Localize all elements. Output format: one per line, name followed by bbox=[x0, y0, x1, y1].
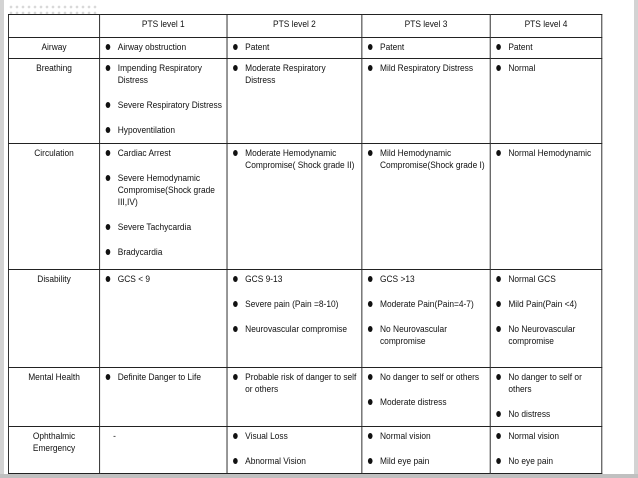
criteria-text: GCS >13 bbox=[380, 274, 415, 285]
criteria-text: Patent bbox=[380, 42, 405, 52]
criteria-item bbox=[494, 408, 597, 420]
row-label: Mental Health bbox=[8, 368, 99, 427]
bullet-icon bbox=[368, 301, 373, 307]
bullet-icon bbox=[106, 249, 111, 255]
bullet-icon bbox=[106, 44, 111, 50]
criteria-list bbox=[231, 430, 357, 467]
criteria-item bbox=[494, 273, 597, 285]
criteria-list bbox=[104, 41, 223, 53]
criteria-text: Moderate Hemodynamic Compromise( Shock grade II) bbox=[245, 147, 355, 170]
criteria-list bbox=[366, 147, 486, 171]
bullet-icon bbox=[368, 326, 373, 332]
header-row bbox=[8, 15, 601, 38]
bullet-icon bbox=[496, 374, 501, 380]
criteria-item bbox=[231, 323, 357, 335]
bullet-icon bbox=[368, 399, 373, 405]
bullet-icon bbox=[496, 65, 501, 71]
criteria-text: Severe Hemodynamic Compromise(Shock grade III,IV) bbox=[117, 172, 215, 207]
criteria-item bbox=[494, 62, 597, 74]
criteria-item bbox=[494, 371, 597, 395]
level-3-cell bbox=[362, 270, 490, 368]
row-label: Airway bbox=[8, 38, 99, 59]
criteria-item bbox=[366, 455, 486, 467]
level-4-cell bbox=[490, 59, 602, 144]
bullet-icon bbox=[233, 44, 238, 50]
criteria-text: Severe Tachycardia bbox=[117, 221, 192, 232]
criteria-item bbox=[494, 298, 597, 310]
criteria-list bbox=[231, 41, 357, 53]
criteria-list bbox=[494, 273, 597, 347]
criteria-item bbox=[366, 62, 486, 74]
criteria-list bbox=[366, 62, 486, 74]
level-3-cell bbox=[362, 143, 490, 269]
level-2-cell bbox=[227, 270, 362, 368]
criteria-text: No distress bbox=[508, 409, 551, 420]
criteria-item bbox=[104, 147, 223, 159]
criteria-text: Probable risk of danger to self or others bbox=[245, 372, 357, 395]
level-2-cell bbox=[227, 38, 362, 59]
criteria-text: Normal vision bbox=[508, 431, 560, 442]
criteria-list bbox=[494, 41, 597, 53]
level-3-cell bbox=[362, 59, 490, 144]
criteria-text: Normal vision bbox=[380, 431, 431, 442]
criteria-item bbox=[231, 147, 357, 171]
table-row bbox=[8, 270, 601, 368]
criteria-list bbox=[104, 273, 223, 285]
table-row bbox=[8, 368, 601, 427]
criteria-list bbox=[494, 371, 597, 420]
criteria-item bbox=[366, 396, 486, 408]
bullet-icon bbox=[368, 433, 373, 439]
table-row bbox=[8, 38, 601, 59]
criteria-text: Airway obstruction bbox=[117, 42, 187, 52]
criteria-item bbox=[231, 273, 357, 285]
criteria-item bbox=[104, 41, 223, 53]
criteria-item bbox=[104, 62, 223, 86]
criteria-item bbox=[231, 41, 357, 53]
bullet-icon bbox=[496, 301, 501, 307]
criteria-list bbox=[494, 147, 597, 159]
criteria-list bbox=[231, 147, 357, 171]
level-4-cell bbox=[490, 143, 602, 269]
criteria-text: Abnormal Vision bbox=[245, 456, 306, 467]
bullet-icon bbox=[233, 433, 238, 439]
bullet-icon bbox=[106, 175, 111, 181]
bullet-icon bbox=[106, 374, 111, 380]
level-4-cell bbox=[490, 38, 602, 59]
bullet-icon bbox=[368, 44, 373, 50]
criteria-text: Patent bbox=[245, 42, 270, 52]
level-4-cell bbox=[490, 368, 602, 427]
header-corner-cell bbox=[8, 15, 99, 38]
criteria-list bbox=[366, 273, 486, 347]
table-row bbox=[8, 143, 601, 269]
level-4-cell bbox=[490, 427, 602, 474]
table-row bbox=[8, 427, 601, 474]
criteria-item bbox=[366, 371, 486, 383]
criteria-list bbox=[494, 430, 597, 467]
empty-cell-dash: - bbox=[113, 431, 116, 442]
criteria-text: Mild Hemodynamic Compromise(Shock grade I) bbox=[380, 147, 485, 170]
table-row bbox=[8, 59, 601, 144]
criteria-text: Hypoventilation bbox=[117, 125, 175, 136]
criteria-text: Mild Pain(Pain <4) bbox=[508, 299, 577, 310]
criteria-text: No danger to self or others bbox=[380, 372, 480, 383]
bullet-icon bbox=[368, 374, 373, 380]
slide-bottom-border bbox=[0, 474, 638, 478]
level-2-cell bbox=[227, 143, 362, 269]
bullet-icon bbox=[496, 458, 501, 464]
bullet-icon bbox=[496, 326, 501, 332]
criteria-text: Normal bbox=[508, 63, 536, 74]
level-1-cell bbox=[100, 427, 227, 474]
bullet-icon bbox=[233, 276, 238, 282]
bullet-icon bbox=[368, 276, 373, 282]
criteria-item bbox=[494, 41, 597, 53]
bullet-icon bbox=[496, 276, 501, 282]
level-1-cell bbox=[100, 368, 227, 427]
criteria-text: GCS 9-13 bbox=[245, 274, 283, 285]
header-pts-level-4: PTS level 4 bbox=[490, 15, 602, 38]
criteria-list bbox=[104, 62, 223, 136]
criteria-list bbox=[494, 62, 597, 74]
row-label: Breathing bbox=[8, 59, 99, 144]
criteria-item bbox=[366, 298, 486, 310]
bullet-icon bbox=[496, 44, 501, 50]
criteria-text: No eye pain bbox=[508, 456, 554, 467]
criteria-text: Mild eye pain bbox=[380, 456, 430, 467]
criteria-item bbox=[231, 430, 357, 442]
criteria-list bbox=[231, 273, 357, 335]
criteria-item bbox=[104, 273, 223, 285]
criteria-list bbox=[366, 371, 486, 408]
bullet-icon bbox=[233, 374, 238, 380]
bullet-icon bbox=[368, 65, 373, 71]
criteria-text: No Neurovascular compromise bbox=[380, 324, 447, 347]
bullet-icon bbox=[233, 458, 238, 464]
criteria-text: No Neurovascular compromise bbox=[508, 324, 576, 347]
row-label: Ophthalmic Emergency bbox=[8, 427, 99, 474]
level-1-cell bbox=[100, 270, 227, 368]
criteria-text: Patent bbox=[508, 42, 533, 52]
bullet-icon bbox=[368, 150, 373, 156]
criteria-item bbox=[494, 147, 597, 159]
criteria-list bbox=[104, 147, 223, 258]
bullet-icon bbox=[496, 150, 501, 156]
criteria-text: Normal GCS bbox=[508, 274, 556, 285]
bullet-icon bbox=[233, 65, 238, 71]
level-2-cell bbox=[227, 59, 362, 144]
criteria-text: Severe Respiratory Distress bbox=[117, 100, 222, 111]
criteria-text: Moderate Respiratory Distress bbox=[245, 63, 326, 86]
criteria-text: Cardiac Arrest bbox=[117, 147, 171, 158]
criteria-text: Neurovascular compromise bbox=[245, 324, 348, 335]
criteria-text: GCS < 9 bbox=[117, 274, 151, 285]
criteria-item bbox=[231, 298, 357, 310]
criteria-item bbox=[494, 323, 597, 347]
level-3-cell bbox=[362, 368, 490, 427]
header-pts-level-1: PTS level 1 bbox=[100, 15, 227, 38]
criteria-item bbox=[494, 430, 597, 442]
criteria-item bbox=[104, 99, 223, 111]
level-1-cell bbox=[100, 38, 227, 59]
row-label: Disability bbox=[8, 270, 99, 368]
bullet-icon bbox=[106, 127, 111, 133]
bullet-icon bbox=[106, 150, 111, 156]
criteria-item bbox=[366, 430, 486, 442]
criteria-text: Moderate distress bbox=[380, 397, 447, 408]
slide-left-border bbox=[0, 0, 4, 478]
criteria-item bbox=[104, 246, 223, 258]
criteria-item bbox=[104, 124, 223, 136]
criteria-item bbox=[366, 323, 486, 347]
criteria-item bbox=[104, 371, 223, 383]
criteria-text: Bradycardia bbox=[117, 246, 163, 257]
criteria-list bbox=[231, 371, 357, 395]
level-1-cell bbox=[100, 143, 227, 269]
bullet-icon bbox=[233, 326, 238, 332]
criteria-text: Moderate Pain(Pain=4-7) bbox=[380, 299, 474, 310]
level-3-cell bbox=[362, 427, 490, 474]
criteria-item bbox=[366, 147, 486, 171]
criteria-text: Normal Hemodynamic bbox=[508, 147, 592, 158]
criteria-item bbox=[231, 455, 357, 467]
bullet-icon bbox=[106, 65, 111, 71]
level-2-cell bbox=[227, 427, 362, 474]
level-4-cell bbox=[490, 270, 602, 368]
criteria-list bbox=[104, 371, 223, 383]
criteria-item bbox=[104, 172, 223, 208]
bullet-icon bbox=[233, 301, 238, 307]
row-label: Circulation bbox=[8, 143, 99, 269]
bullet-icon bbox=[106, 102, 111, 108]
criteria-text: Impending Respiratory Distress bbox=[117, 63, 202, 86]
slide-right-border bbox=[634, 0, 638, 478]
bullet-icon bbox=[368, 458, 373, 464]
criteria-item bbox=[366, 41, 486, 53]
pts-triage-table bbox=[8, 14, 602, 474]
criteria-list bbox=[366, 430, 486, 467]
criteria-item bbox=[366, 273, 486, 285]
bullet-icon bbox=[106, 276, 111, 282]
criteria-item bbox=[231, 371, 357, 395]
bullet-icon bbox=[233, 150, 238, 156]
bullet-icon bbox=[496, 411, 501, 417]
criteria-text: No danger to self or others bbox=[508, 372, 582, 395]
header-pts-level-3: PTS level 3 bbox=[362, 15, 490, 38]
bullet-icon bbox=[106, 224, 111, 230]
criteria-item bbox=[104, 221, 223, 233]
criteria-text: Severe pain (Pain =8-10) bbox=[245, 299, 339, 310]
criteria-text: Mild Respiratory Distress bbox=[380, 63, 474, 74]
decorative-dot-pattern bbox=[8, 4, 98, 14]
criteria-item bbox=[231, 62, 357, 86]
criteria-list bbox=[366, 41, 486, 53]
level-3-cell bbox=[362, 38, 490, 59]
bullet-icon bbox=[496, 433, 501, 439]
header-pts-level-2: PTS level 2 bbox=[227, 15, 362, 38]
level-1-cell bbox=[100, 59, 227, 144]
criteria-item bbox=[494, 455, 597, 467]
level-2-cell bbox=[227, 368, 362, 427]
criteria-text: Visual Loss bbox=[245, 431, 288, 442]
criteria-list bbox=[231, 62, 357, 86]
criteria-text: Definite Danger to Life bbox=[117, 372, 202, 383]
